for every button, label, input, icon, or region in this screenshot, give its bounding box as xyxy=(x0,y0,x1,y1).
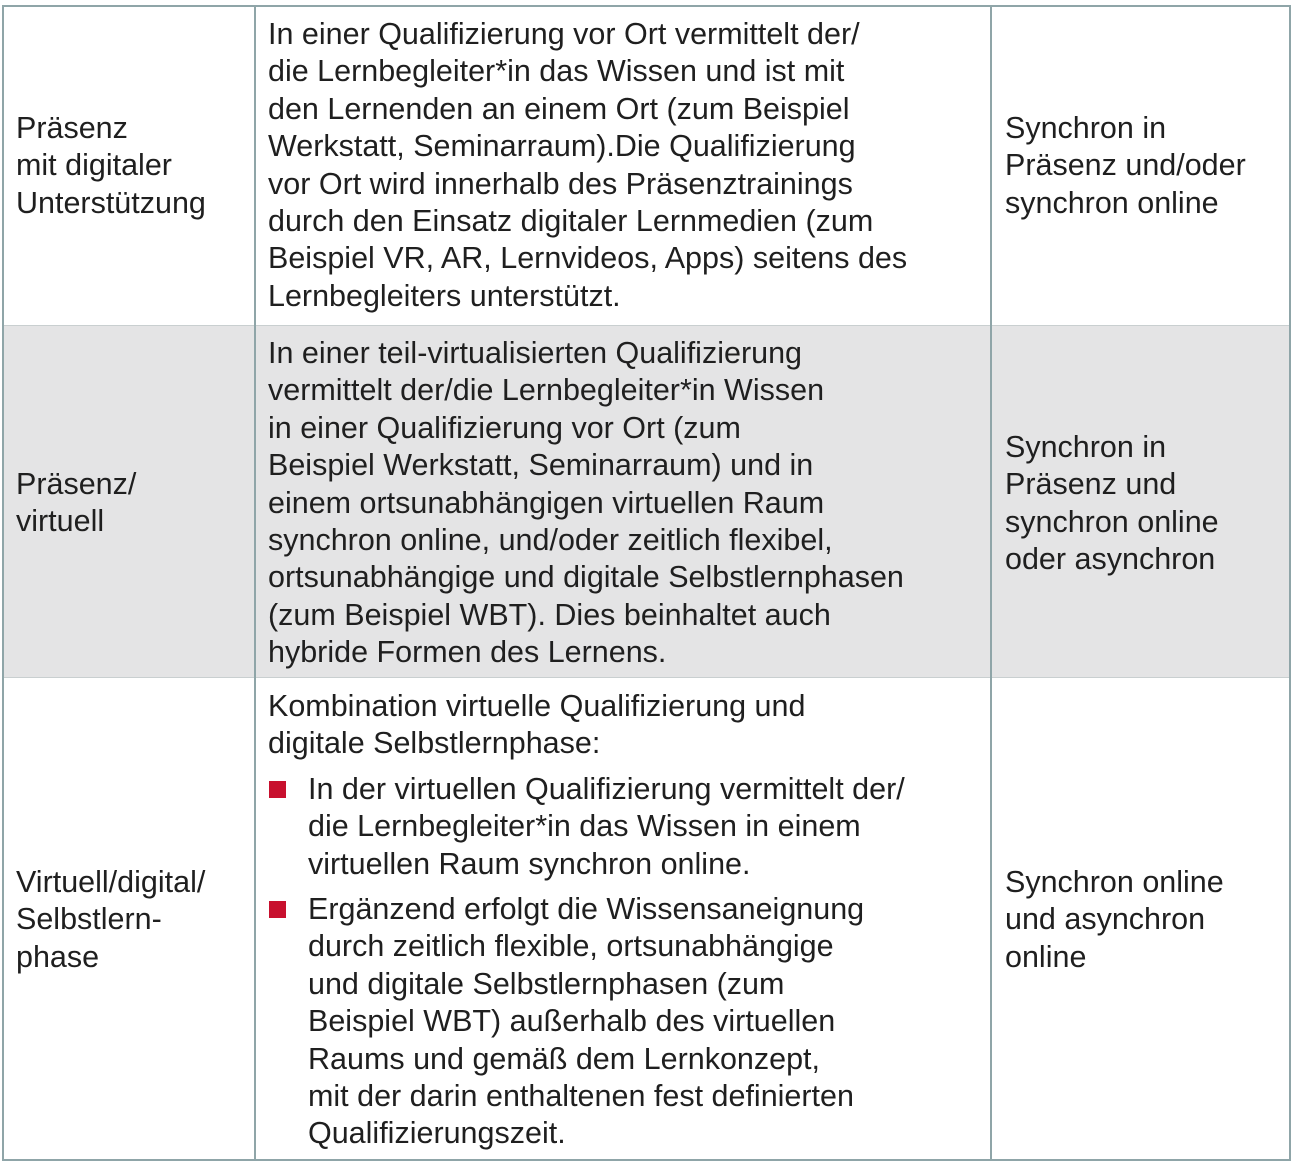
description-line: (zum Beispiel WBT). Dies beinhaltet auch xyxy=(268,597,831,632)
mode-line: Präsenz und xyxy=(1005,467,1177,502)
bullet-line: mit der darin enthaltenen fest definierten xyxy=(308,1079,854,1114)
bullet-line: und digitale Selbstlernphasen (zum xyxy=(308,966,785,1001)
format-label-line: phase xyxy=(16,939,100,974)
description-line: ortsunabhängige und digitale Selbstlernphasen xyxy=(268,560,904,595)
table-row xyxy=(4,678,1289,1161)
format-label-line: Unterstützung xyxy=(16,185,206,220)
format-description-cell xyxy=(268,688,905,1153)
bullet-line: virtuellen Raum synchron online. xyxy=(308,846,751,881)
red-square-bullet-icon xyxy=(269,901,286,918)
format-mode-cell xyxy=(1005,429,1219,579)
format-label-line: virtuell xyxy=(16,504,105,539)
format-label-cell xyxy=(16,466,136,541)
bullet-line: Raums und gemäß dem Lernkonzept, xyxy=(308,1041,820,1076)
bullet-line: die Lernbegleiter*in das Wissen in einem xyxy=(308,809,861,844)
mode-line: oder asynchron xyxy=(1005,542,1216,577)
bullet-line: Ergänzend erfolgt die Wissensaneignung xyxy=(308,892,865,927)
format-description-cell xyxy=(268,16,907,315)
description-line: Beispiel VR, AR, Lernvideos, Apps) seitens des xyxy=(268,241,908,276)
bullet-line: Qualifizierungszeit. xyxy=(308,1116,566,1151)
learning-formats-table xyxy=(2,5,1291,1161)
format-mode-cell xyxy=(1005,864,1224,976)
bullet-line: durch zeitlich flexible, ortsunabhängige xyxy=(308,929,834,964)
description-line: vor Ort wird innerhalb des Präsenztrainings xyxy=(268,166,853,201)
column-divider xyxy=(254,7,256,1159)
format-label-line: Selbstlern- xyxy=(16,902,162,937)
mode-line: Synchron online xyxy=(1005,865,1224,899)
description-line: digitale Selbstlernphase: xyxy=(268,726,601,761)
mode-line: synchron online xyxy=(1005,504,1219,539)
format-mode-cell xyxy=(1005,110,1246,222)
description-line: Beispiel Werkstatt, Seminarraum) und in xyxy=(268,448,814,483)
description-line: Lernbegleiters unterstützt. xyxy=(268,278,621,313)
description-line: einem ortsunabhängigen virtuellen Raum xyxy=(268,485,825,520)
description-line: Kombination virtuelle Qualifizierung und xyxy=(268,689,806,723)
table-row xyxy=(4,7,1289,325)
mode-line: online xyxy=(1005,939,1087,974)
mode-line: Synchron in xyxy=(1005,111,1167,145)
column-divider xyxy=(990,7,992,1159)
description-line: In einer teil-virtualisierten Qualifizierung xyxy=(268,336,802,370)
bullet-line: Beispiel WBT) außerhalb des virtuellen xyxy=(308,1004,836,1039)
description-line: in einer Qualifizierung vor Ort (zum xyxy=(268,410,741,445)
mode-line: synchron online xyxy=(1005,185,1219,220)
format-label-line: Virtuell/digital/ xyxy=(16,865,206,899)
format-label-line: Präsenz xyxy=(16,111,128,145)
description-line: In einer Qualifizierung vor Ort vermittelt der/ xyxy=(268,17,860,51)
description-line: hybride Formen des Lernens. xyxy=(268,635,667,670)
description-line: synchron online, und/oder zeitlich flexibel, xyxy=(268,523,833,558)
description-line: durch den Einsatz digitaler Lernmedien (zum xyxy=(268,204,874,239)
bullet-line: In der virtuellen Qualifizierung vermittelt der/ xyxy=(308,771,905,806)
table-row xyxy=(4,325,1289,678)
bullet-list-item xyxy=(268,771,905,883)
description-line: Werkstatt, Seminarraum).Die Qualifizierung xyxy=(268,129,856,164)
mode-line: Synchron in xyxy=(1005,430,1167,464)
red-square-bullet-icon xyxy=(269,781,286,798)
description-line: die Lernbegleiter*in das Wissen und ist mit xyxy=(268,54,845,89)
format-description-cell xyxy=(268,335,904,672)
format-label-cell xyxy=(16,110,206,222)
mode-line: Präsenz und/oder xyxy=(1005,148,1246,183)
bullet-list-item xyxy=(268,891,905,1153)
format-label-cell xyxy=(16,864,205,976)
format-label-line: mit digitaler xyxy=(16,148,172,183)
description-line: den Lernenden an einem Ort (zum Beispiel xyxy=(268,91,850,126)
mode-line: und asynchron xyxy=(1005,902,1206,937)
format-label-line: Präsenz/ xyxy=(16,467,137,501)
description-line: vermittelt der/die Lernbegleiter*in Wissen xyxy=(268,373,825,408)
